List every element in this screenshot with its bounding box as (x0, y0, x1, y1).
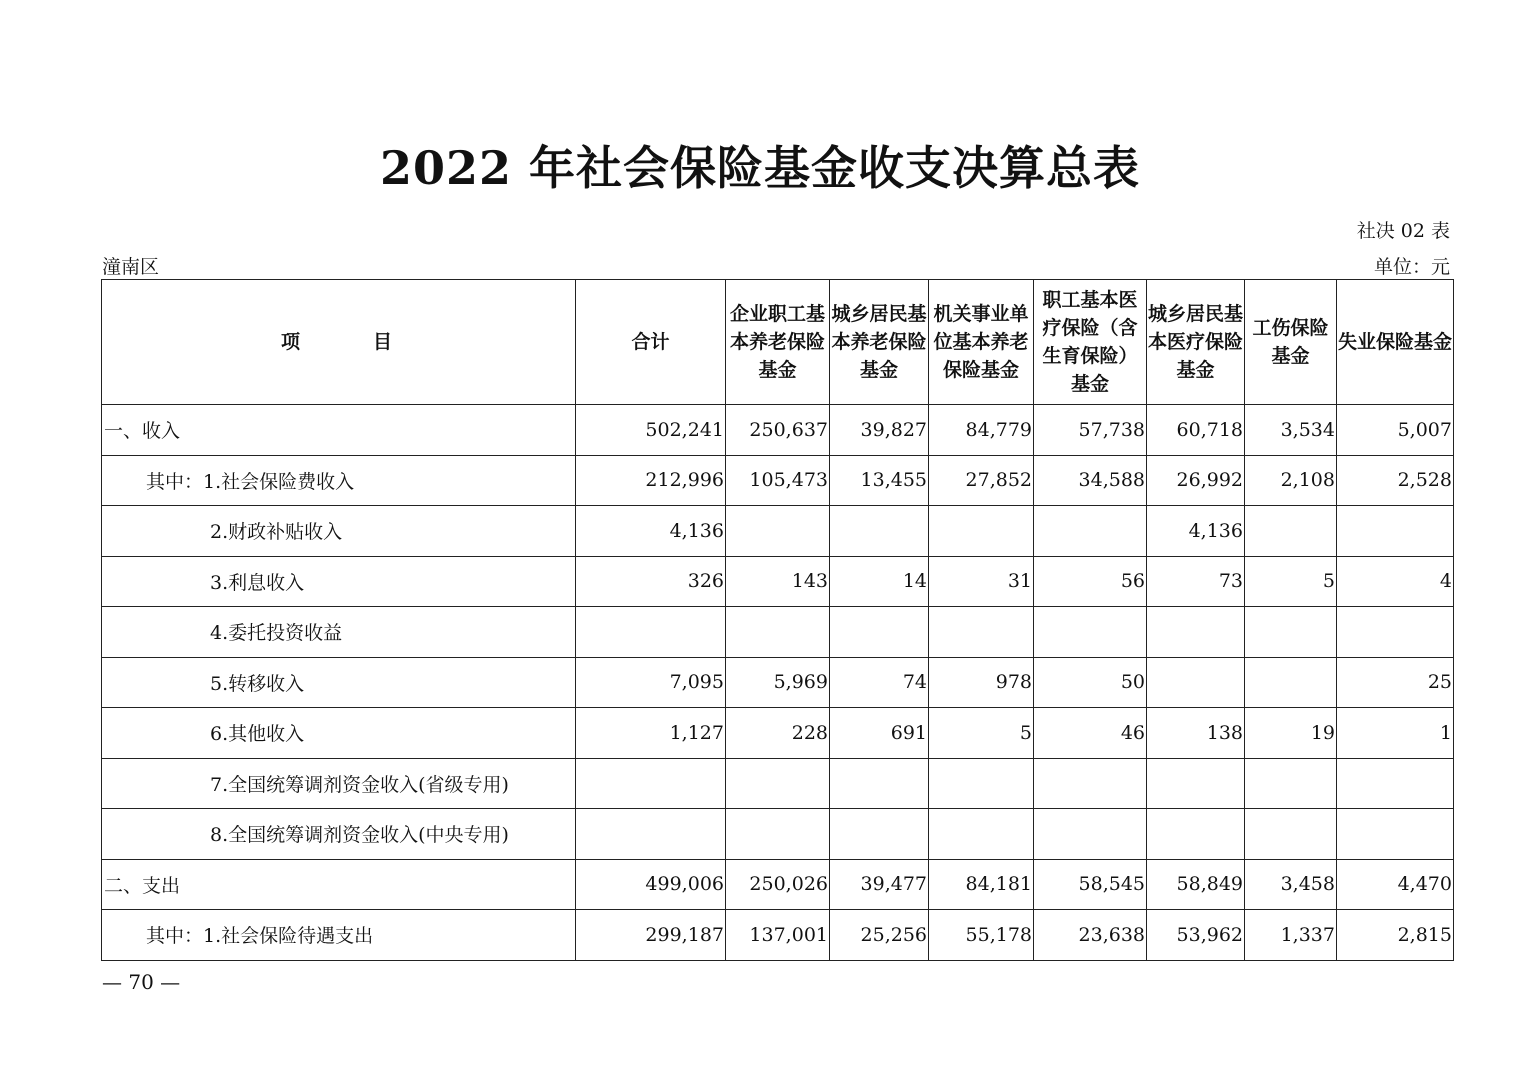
table-row (102, 506, 1454, 557)
table-cell: 55,178 (929, 910, 1034, 961)
header-row (102, 280, 1454, 405)
table-cell: 2,815 (1337, 910, 1454, 961)
table-cell: 250,637 (726, 405, 830, 456)
table-cell: 3,534 (1245, 405, 1337, 456)
row-label: 8.全国统筹调剂资金收入(中央专用) (102, 809, 576, 860)
table-cell (830, 607, 929, 658)
table-cell: 499,006 (576, 859, 726, 910)
table-cell: 250,026 (726, 859, 830, 910)
table-cell: 56 (1034, 556, 1147, 607)
row-label: 5.转移收入 (102, 657, 576, 708)
table-row (102, 910, 1454, 961)
table-row (102, 607, 1454, 658)
table-cell: 34,588 (1034, 455, 1147, 506)
table-cell: 73 (1147, 556, 1245, 607)
table-cell (830, 506, 929, 557)
table-cell (726, 607, 830, 658)
table-cell (1245, 758, 1337, 809)
table-cell (576, 607, 726, 658)
table-cell: 4 (1337, 556, 1454, 607)
table-cell (1147, 809, 1245, 860)
table-cell: 13,455 (830, 455, 929, 506)
region-label: 潼南区 (102, 256, 160, 278)
table-cell: 1,337 (1245, 910, 1337, 961)
table-row (102, 758, 1454, 809)
table-cell: 26,992 (1147, 455, 1245, 506)
table-cell (1147, 657, 1245, 708)
table-cell: 2,528 (1337, 455, 1454, 506)
unit-label: 单位：元 (1373, 256, 1450, 278)
column-header: 项 目 (102, 280, 576, 405)
table-cell: 4,470 (1337, 859, 1454, 910)
table-cell: 60,718 (1147, 405, 1245, 456)
table-cell: 3,458 (1245, 859, 1337, 910)
table-cell: 25,256 (830, 910, 929, 961)
table-cell: 212,996 (576, 455, 726, 506)
table-cell (726, 758, 830, 809)
row-label: 其中：1.社会保险待遇支出 (102, 910, 576, 961)
row-label: 7.全国统筹调剂资金收入(省级专用) (102, 758, 576, 809)
table-cell (576, 758, 726, 809)
row-label: 6.其他收入 (102, 708, 576, 759)
table-cell (929, 506, 1034, 557)
table-cell (1147, 758, 1245, 809)
table-number: 社决 02 表 (1356, 220, 1450, 242)
table-cell: 84,779 (929, 405, 1034, 456)
table-cell: 228 (726, 708, 830, 759)
table-row (102, 455, 1454, 506)
table-cell: 27,852 (929, 455, 1034, 506)
table-cell: 23,638 (1034, 910, 1147, 961)
table-cell: 57,738 (1034, 405, 1147, 456)
table-cell (1337, 809, 1454, 860)
table-cell: 691 (830, 708, 929, 759)
row-label: 其中：1.社会保险费收入 (102, 455, 576, 506)
table-cell: 58,545 (1034, 859, 1147, 910)
table-cell (1337, 607, 1454, 658)
table-cell: 137,001 (726, 910, 830, 961)
table-cell: 39,827 (830, 405, 929, 456)
table-cell: 978 (929, 657, 1034, 708)
table-cell (726, 506, 830, 557)
table-cell: 2,108 (1245, 455, 1337, 506)
table-cell (830, 758, 929, 809)
table-cell: 502,241 (576, 405, 726, 456)
table-cell (1245, 657, 1337, 708)
table-cell: 58,849 (1147, 859, 1245, 910)
row-label: 二、支出 (102, 859, 576, 910)
table-body (102, 405, 1454, 961)
table-cell: 31 (929, 556, 1034, 607)
table-cell (1034, 809, 1147, 860)
table-row (102, 809, 1454, 860)
table-cell (1245, 506, 1337, 557)
column-header: 工伤保险基金 (1245, 280, 1337, 405)
table-cell (1034, 506, 1147, 557)
column-header: 失业保险基金 (1337, 280, 1454, 405)
column-header: 职工基本医疗保险（含生育保险）基金 (1034, 280, 1147, 405)
table-cell (1245, 809, 1337, 860)
row-label: 3.利息收入 (102, 556, 576, 607)
table-cell (1245, 607, 1337, 658)
table-cell: 39,477 (830, 859, 929, 910)
column-header: 企业职工基本养老保险基金 (726, 280, 830, 405)
column-header: 城乡居民基本养老保险基金 (830, 280, 929, 405)
table-cell (1034, 607, 1147, 658)
row-label: 2.财政补贴收入 (102, 506, 576, 557)
table-row (102, 405, 1454, 456)
table-cell: 105,473 (726, 455, 830, 506)
table-cell: 74 (830, 657, 929, 708)
table-row (102, 657, 1454, 708)
table-cell (830, 809, 929, 860)
column-header: 合计 (576, 280, 726, 405)
table-cell: 14 (830, 556, 929, 607)
table-cell: 84,181 (929, 859, 1034, 910)
column-header: 机关事业单位基本养老保险基金 (929, 280, 1034, 405)
table-cell (576, 809, 726, 860)
table-cell: 4,136 (1147, 506, 1245, 557)
table-cell: 5 (1245, 556, 1337, 607)
table-cell: 53,962 (1147, 910, 1245, 961)
table-cell: 138 (1147, 708, 1245, 759)
row-label: 一、收入 (102, 405, 576, 456)
table-cell: 46 (1034, 708, 1147, 759)
table-cell: 299,187 (576, 910, 726, 961)
table-row (102, 859, 1454, 910)
table-row (102, 556, 1454, 607)
table-cell (1337, 758, 1454, 809)
table-cell: 25 (1337, 657, 1454, 708)
table-cell (1147, 607, 1245, 658)
table-cell (1034, 758, 1147, 809)
table-cell (929, 809, 1034, 860)
table-cell: 5 (929, 708, 1034, 759)
page-title: 2022 年社会保险基金收支决算总表 (379, 141, 1141, 195)
table-cell (929, 758, 1034, 809)
table-cell: 7,095 (576, 657, 726, 708)
table-cell: 4,136 (576, 506, 726, 557)
fund-table (101, 279, 1454, 961)
page-number: — 70 — (102, 970, 181, 994)
table-row (102, 708, 1454, 759)
table-cell (726, 809, 830, 860)
table-cell: 143 (726, 556, 830, 607)
table-cell: 1 (1337, 708, 1454, 759)
row-label: 4.委托投资收益 (102, 607, 576, 658)
table-cell: 50 (1034, 657, 1147, 708)
table-cell: 19 (1245, 708, 1337, 759)
column-header: 城乡居民基本医疗保险基金 (1147, 280, 1245, 405)
table-cell: 5,969 (726, 657, 830, 708)
table-cell: 5,007 (1337, 405, 1454, 456)
table-cell (1337, 506, 1454, 557)
table-cell (929, 607, 1034, 658)
table-cell: 326 (576, 556, 726, 607)
table-cell: 1,127 (576, 708, 726, 759)
